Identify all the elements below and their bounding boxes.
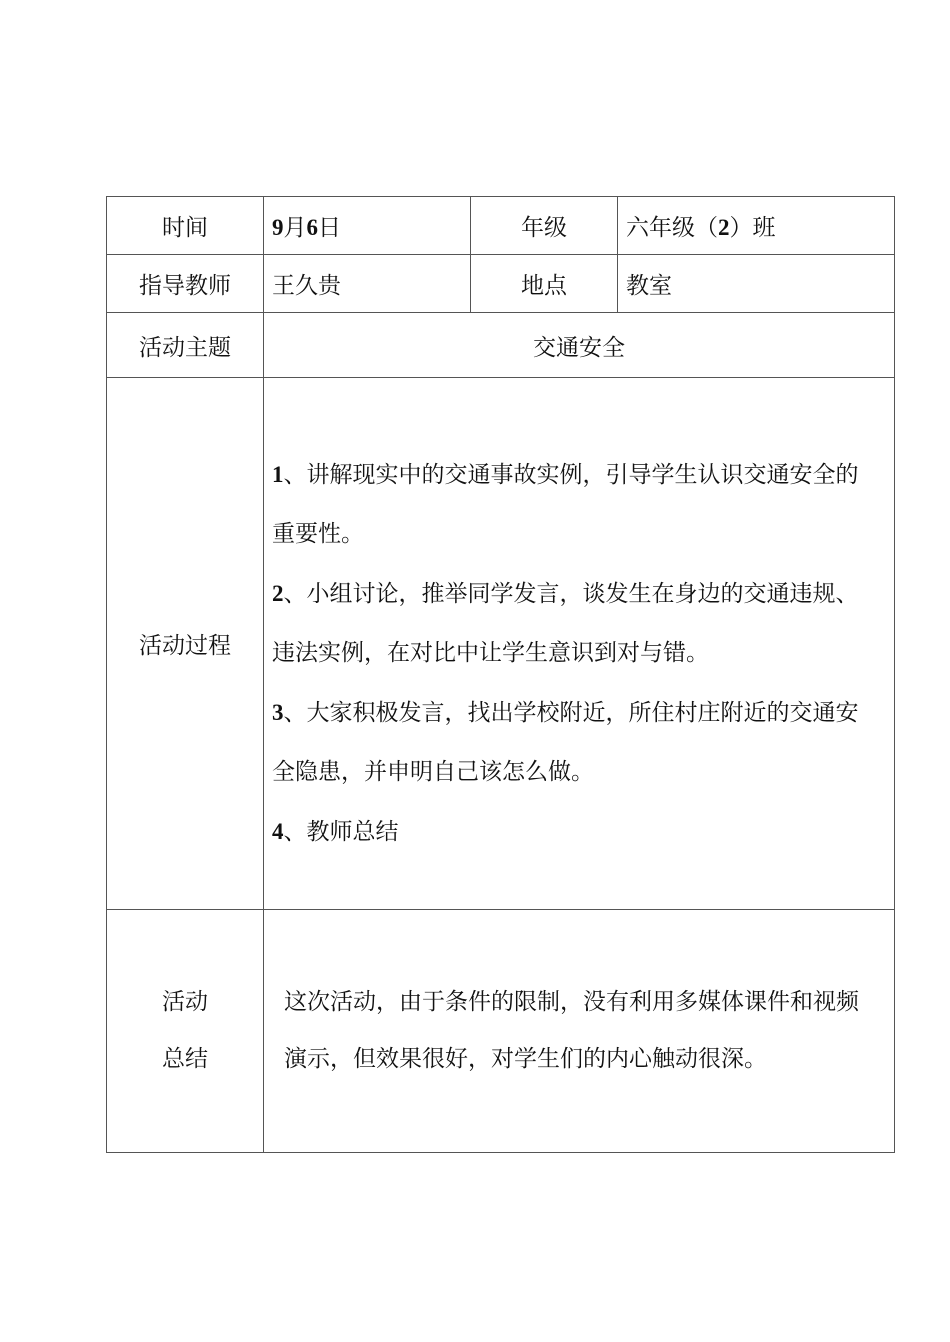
process-label: 活动过程 xyxy=(107,378,264,910)
date-day-unit: 日 xyxy=(318,215,341,241)
summary-label-line1: 活动 xyxy=(162,989,208,1015)
date-day: 6 xyxy=(306,215,318,240)
grade-value xyxy=(618,197,895,255)
grade-number: 2 xyxy=(718,215,730,240)
step-text: 、小组讨论，推举同学发言，谈发生在身边的交通违规、违法实例，在对比中让学生意识到对与错。 xyxy=(272,581,859,666)
theme-value: 交通安全 xyxy=(264,313,895,378)
activity-record-table xyxy=(106,196,895,1153)
date-value xyxy=(264,197,471,255)
process-step xyxy=(272,445,880,564)
table-row-summary xyxy=(107,910,895,1153)
process-step xyxy=(272,564,880,683)
step-text: 、讲解现实中的交通事故实例，引导学生认识交通安全的重要性。 xyxy=(272,462,859,547)
theme-label: 活动主题 xyxy=(107,313,264,378)
table-row-process xyxy=(107,378,895,910)
step-number: 2 xyxy=(272,581,284,606)
summary-text: 这次活动，由于条件的限制，没有利用多媒体课件和视频演示，但效果很好，对学生们的内心触动很深。 xyxy=(264,910,895,1153)
process-content xyxy=(264,378,895,910)
summary-label-line2: 总结 xyxy=(162,1046,208,1072)
step-text: 、大家积极发言，找出学校附近，所住村庄附近的交通安全隐患，并申明自己该怎么做。 xyxy=(272,700,859,785)
date-month-unit: 月 xyxy=(283,215,307,241)
location-label: 地点 xyxy=(471,255,618,313)
grade-prefix: 六年级（ xyxy=(626,215,718,241)
summary-label xyxy=(107,910,264,1153)
grade-label: 年级 xyxy=(471,197,618,255)
step-number: 4 xyxy=(272,819,284,844)
process-step xyxy=(272,683,880,802)
date-month: 9 xyxy=(272,215,284,240)
step-text: 、教师总结 xyxy=(283,819,399,845)
grade-suffix: ）班 xyxy=(729,215,776,241)
location-value: 教室 xyxy=(618,255,895,313)
table-row-theme xyxy=(107,313,895,378)
step-number: 1 xyxy=(272,462,284,487)
time-label: 时间 xyxy=(107,197,264,255)
step-number: 3 xyxy=(272,700,284,725)
table-row-time-grade xyxy=(107,197,895,255)
teacher-value: 王久贵 xyxy=(264,255,471,313)
process-step xyxy=(272,802,880,862)
table-row-teacher-location xyxy=(107,255,895,313)
teacher-label: 指导教师 xyxy=(107,255,264,313)
